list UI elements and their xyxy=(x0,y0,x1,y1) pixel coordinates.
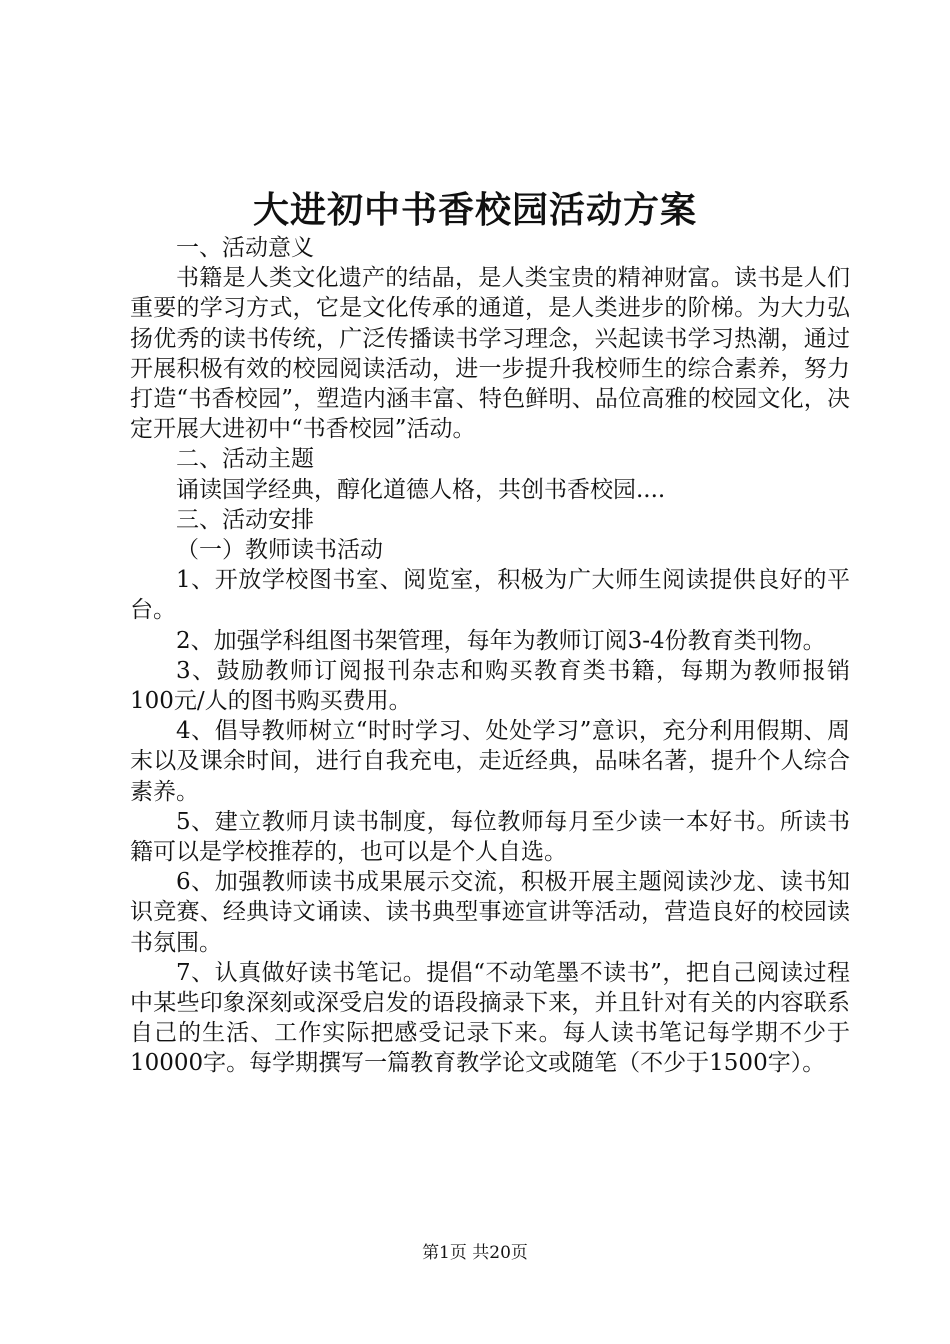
list-item: 6、加强教师读书成果展示交流，积极开展主题阅读沙龙、读书知识竞赛、经典诗文诵读、读书典型事迹宣讲等活动，营造良好的校园读书氛围。 xyxy=(130,869,850,956)
paragraph: 诵读国学经典，醇化道德人格，共创书香校园.... xyxy=(176,476,666,503)
list-item: 2、加强学科组图书架管理，每年为教师订阅3-4份教育类刊物。 xyxy=(176,627,826,654)
paragraph: 书籍是人类文化遗产的结晶，是人类宝贵的精神财富。读书是人们重要的学习方式，它是文化传承的通道，是人类进步的阶梯。为大力弘扬优秀的读书传统，广泛传播读书学习理念，兴起读书学习热潮，通过开展积极有效的校园阅读活动，进一步提升我校师生的综合素养，努力打造“书香校园”，塑造内涵丰富、特色鲜明、品位高雅的校园文化，决定开展大进初中“书香校园”活动。 xyxy=(130,265,850,443)
section-heading: 三、活动安排 xyxy=(176,506,314,533)
list-item: 1、开放学校图书室、阅览室，积极为广大师生阅读提供良好的平台。 xyxy=(130,567,850,624)
document-title: 大进初中书香校园活动方案 xyxy=(252,189,697,231)
section-heading: 一、活动意义 xyxy=(176,235,314,261)
list-item: 7、认真做好读书笔记。提倡“不动笔墨不读书”，把自己阅读过程中某些印象深刻或深受启发的语段摘录下来，并且针对有关的内容联系自己的生活、工作实际把感受记录下来。每人读书笔记每学期不少于10000字。每学期撰写一篇教育教学论文或随笔（不少于1500字）。 xyxy=(130,959,850,1077)
list-item: 5、建立教师月读书制度，每位教师每月至少读一本好书。所读书籍可以是学校推荐的，也可以是个人自选。 xyxy=(130,808,850,866)
page-footer: 第1页 共20页 xyxy=(422,1243,528,1263)
subsection-heading: （一）教师读书活动 xyxy=(176,537,383,564)
document-body xyxy=(130,233,850,1079)
list-item: 4、倡导教师树立“时时学习、处处学习”意识，充分利用假期、周末以及课余时间，进行自我充电，走近经典，品味名著，提升个人综合素养。 xyxy=(130,718,850,805)
list-item: 3、鼓励教师订阅报刊杂志和购买教育类书籍，每期为教师报销100元/人的图书购买费用。 xyxy=(130,657,850,715)
section-heading: 二、活动主题 xyxy=(176,446,314,473)
